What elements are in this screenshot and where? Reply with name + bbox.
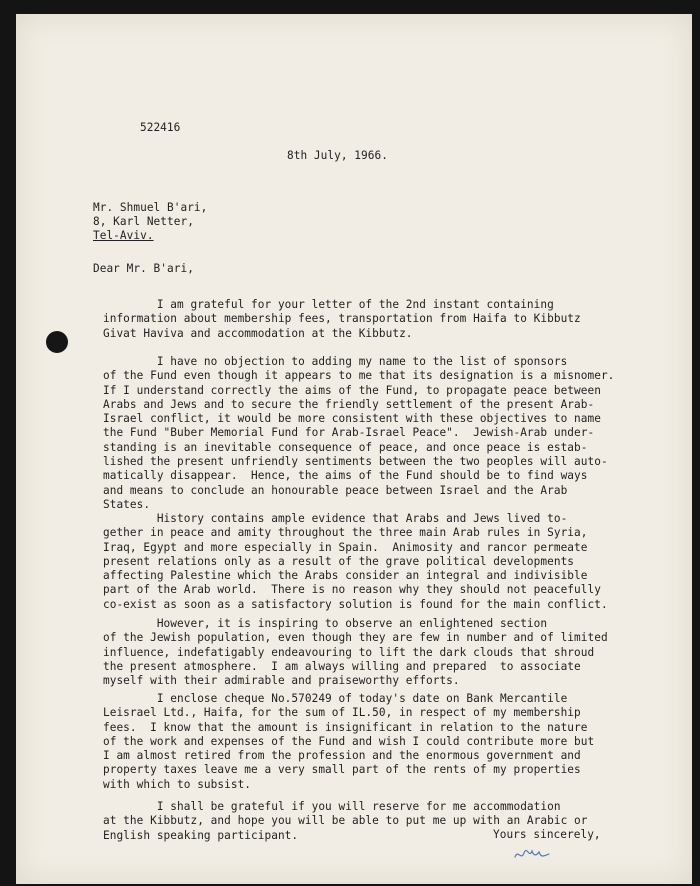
paragraph-line: present relations only as a result of the grave political developments (103, 554, 575, 568)
recipient-city: Tel-Aviv. (93, 229, 154, 242)
paragraph-4 (103, 617, 683, 688)
paragraph-2 (103, 355, 683, 512)
paragraph-line: Givat Haviva and accommodation at the Kibbutz. (103, 326, 413, 340)
paragraph-line: myself with their admirable and praiseworthy efforts. (103, 674, 460, 688)
paragraph-line: I enclose cheque No.570249 of today's date on Bank Mercantile (103, 692, 568, 705)
closing: Yours sincerely, (493, 828, 601, 841)
paragraph-line: affecting Palestine which the Arabs consider an integral and indivisible (103, 569, 588, 583)
paragraph-1 (103, 298, 683, 341)
recipient-street: 8, Karl Netter, (93, 215, 194, 228)
paragraph-line: influence, indefatigably endeavouring to lift the dark clouds that shroud (103, 645, 595, 659)
paragraph-line: of the Fund even though it appears to me that its designation is a misnomer. (103, 369, 615, 383)
paragraph-line: I shall be grateful if you will reserve for me accommodation (103, 800, 561, 813)
paragraph-line: co-exist as soon as a satisfactory solution is found for the main conflict. (103, 597, 608, 611)
salutation: Dear Mr. B'ari, (93, 262, 194, 275)
paragraph-line: States. (103, 497, 151, 511)
paragraph-line: and means to conclude an honourable peace between Israel and the Arab (103, 483, 568, 497)
paragraph-line: English speaking participant. (103, 828, 299, 842)
paragraph-line: If I understand correctly the aims of the Fund, to propagate peace between (103, 383, 601, 397)
letter-date: 8th July, 1966. (287, 149, 388, 162)
paragraph-line: fees. I know that the amount is insignificant in relation to the nature (103, 720, 588, 734)
paragraph-line: Israel conflict, it would be more consistent with these objectives to name (103, 412, 601, 426)
paragraph-line: I am grateful for your letter of the 2nd instant containing (103, 298, 554, 311)
signature-mark-icon (512, 843, 552, 865)
paragraph-line: matically disappear. Hence, the aims of the Fund should be to find ways (103, 469, 588, 483)
paragraph-line: Iraq, Egypt and more especially in Spain. Animosity and rancor permeate (103, 540, 588, 554)
reference-number: 522416 (140, 121, 181, 134)
paragraph-line: I am almost retired from the profession and the enormous government and (103, 749, 581, 763)
paragraph-line: Leisrael Ltd., Haifa, for the sum of IL.50, in respect of my membership (103, 706, 581, 720)
paragraph-line: of the Jewish population, even though they are few in number and of limited (103, 631, 608, 645)
paragraph-line: However, it is inspiring to observe an enlightened section (103, 617, 548, 630)
paragraph-line: part of the Arab world. There is no reason why they should not peacefully (103, 583, 601, 597)
paragraph-line: standing is an inevitable consequence of peace, and once peace is estab- (103, 440, 588, 454)
paragraph-line: at the Kibbutz, and hope you will be able to put me up with an Arabic or (103, 814, 588, 828)
paragraph-line: History contains ample evidence that Arabs and Jews lived to- (103, 512, 568, 525)
paragraph-line: I have no objection to adding my name to the list of sponsors (103, 355, 568, 368)
paragraph-5 (103, 692, 683, 792)
paragraph-line: lished the present unfriendly sentiments between the two peoples will auto- (103, 455, 608, 469)
paragraph-line: gether in peace and amity throughout the three main Arab rules in Syria, (103, 526, 588, 540)
paragraph-line: information about membership fees, transportation from Haifa to Kibbutz (103, 312, 581, 326)
paragraph-line: Arabs and Jews and to secure the friendly settlement of the present Arab- (103, 397, 595, 411)
paragraph-line: of the work and expenses of the Fund and wish I could contribute more but (103, 734, 595, 748)
paragraph-line: property taxes leave me a very small part of the rents of my properties (103, 763, 581, 777)
paragraph-line: the Fund "Buber Memorial Fund for Arab-Israel Peace". Jewish-Arab under- (103, 426, 595, 440)
punch-hole (46, 331, 68, 353)
paragraph-line: the present atmosphere. I am always willing and prepared to associate (103, 659, 581, 673)
paragraph-line: with which to subsist. (103, 777, 252, 791)
signature (512, 843, 552, 870)
paragraph-3 (103, 512, 683, 612)
recipient-name: Mr. Shmuel B'ari, (93, 201, 208, 214)
